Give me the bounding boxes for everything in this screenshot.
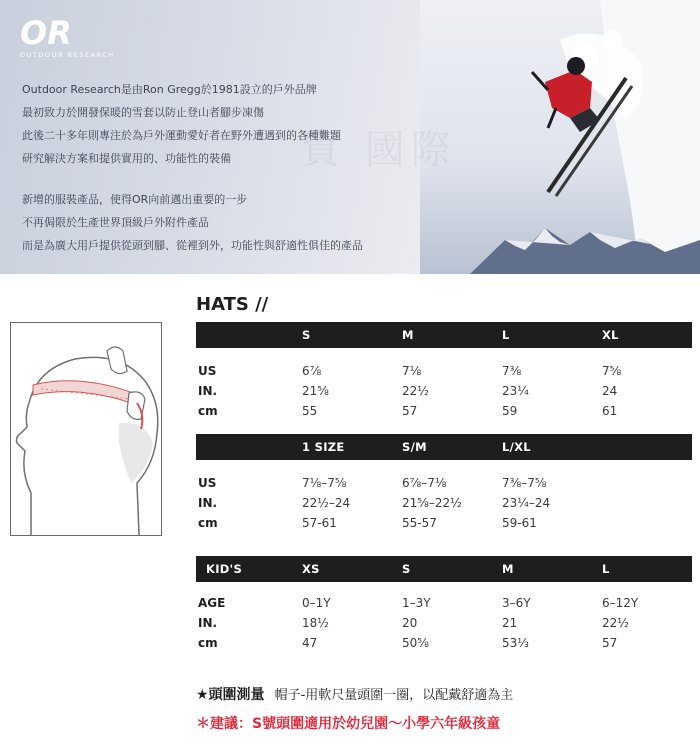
table-header — [196, 434, 692, 460]
or-logo-icon — [20, 18, 92, 48]
table-cell: 21⅝–22½ — [402, 496, 462, 510]
table-cell: 50⅝ — [402, 636, 429, 650]
adult-size-table — [196, 322, 692, 422]
table-row — [196, 382, 692, 402]
intro-line: 此後二十多年則專注於為戶外運動愛好者在野外遭遇到的各種難題 — [22, 129, 341, 142]
table-cell: 21⅝ — [302, 384, 329, 398]
table-cell: 6–12Y — [602, 596, 639, 610]
intro-line: 而是為廣大用戶提供從頭到腳、從裡到外，功能性與舒適性俱佳的產品 — [22, 239, 363, 252]
table-row — [196, 402, 692, 422]
table-cell: 22½ — [602, 616, 629, 630]
header-cell: S — [402, 562, 411, 576]
table-cell: 7⅝ — [602, 364, 622, 378]
table-cell: 0–1Y — [302, 596, 331, 610]
table-cell: 7⅜–7⅝ — [502, 476, 547, 490]
header-cell: L — [502, 328, 510, 342]
table-cell: 55 — [302, 404, 318, 418]
header-cell: M — [402, 328, 414, 342]
svg-text:OR: OR — [20, 18, 72, 48]
table-cell: 20 — [402, 616, 418, 630]
table-cell: 23¼–24 — [502, 496, 551, 510]
section-title: HATS // — [196, 294, 269, 315]
table-cell: 7⅛ — [402, 364, 422, 378]
table-cell: 55-57 — [402, 516, 437, 530]
size-suggestion: ＊建議：S號頭圍適用於幼兒園～小學六年級孩童 — [196, 716, 501, 732]
table-cell: 18½ — [302, 616, 329, 630]
table-cell: 23¼ — [502, 384, 529, 398]
intro-line: Outdoor Research是由Ron Gregg於1981設立的戶外品牌 — [22, 83, 317, 96]
header-cell: XS — [302, 562, 320, 576]
table-cell: 57 — [602, 636, 618, 650]
header-cell: S — [302, 328, 311, 342]
row-label: AGE — [198, 596, 226, 610]
table-cell: 3–6Y — [502, 596, 531, 610]
table-row — [196, 634, 692, 654]
header-cell: L — [602, 562, 610, 576]
table-cell: 1–3Y — [402, 596, 431, 610]
measurement-note — [196, 684, 513, 704]
intro-line: 研究解決方案和提供實用的、功能性的裝備 — [22, 152, 231, 165]
kids-size-table — [196, 556, 692, 654]
table-cell: 6⅞–7⅛ — [402, 476, 447, 490]
table-cell: 24 — [602, 384, 618, 398]
table-cell: 7⅛–7⅝ — [302, 476, 347, 490]
row-label: cm — [198, 404, 218, 418]
table-cell: 22½ — [402, 384, 429, 398]
table-row — [196, 594, 692, 614]
header-cell: L/XL — [502, 440, 531, 454]
banner — [0, 0, 700, 274]
table-cell: 59-61 — [502, 516, 537, 530]
header-cell: M — [502, 562, 514, 576]
table-row — [196, 362, 692, 382]
brand-introduction — [22, 78, 452, 257]
table-row — [196, 474, 692, 494]
one-size-table — [196, 434, 692, 534]
table-cell: 59 — [502, 404, 518, 418]
brand-logo — [20, 18, 150, 59]
table-row — [196, 614, 692, 634]
table-cell: 21 — [502, 616, 518, 630]
row-label: IN. — [198, 616, 218, 630]
table-header — [196, 556, 692, 582]
measurement-title: 頭圍測量 — [208, 687, 265, 703]
logo-subtitle: OUTDOOR RESEARCH — [20, 51, 115, 59]
table-header — [196, 322, 692, 348]
head-measurement-illustration — [10, 322, 162, 536]
row-label: US — [198, 476, 217, 490]
table-row — [196, 514, 692, 534]
table-row — [196, 494, 692, 514]
watermark: 貿 國際 — [300, 127, 457, 173]
table-cell: 53⅓ — [502, 636, 529, 650]
row-label: cm — [198, 516, 218, 530]
row-label: US — [198, 364, 217, 378]
table-cell: 61 — [602, 404, 618, 418]
head-profile-icon — [11, 323, 161, 535]
intro-line: 不再侷限於生產世界頂級戶外附件產品 — [22, 216, 209, 229]
table-cell: 57-61 — [302, 516, 337, 530]
table-cell: 22½–24 — [302, 496, 351, 510]
star-icon: ★ — [196, 687, 209, 703]
intro-line: 最初致力於開發保暖的雪套以防止登山者腳步凍傷 — [22, 106, 264, 119]
table-cell: 6⅞ — [302, 364, 322, 378]
header-cell: 1 SIZE — [302, 440, 345, 454]
header-cell: S/M — [402, 440, 427, 454]
row-label: cm — [198, 636, 218, 650]
intro-line: 新增的服裝產品，使得OR向前邁出重要的一步 — [22, 193, 248, 206]
table-cell: 7⅜ — [502, 364, 522, 378]
table-cell: 47 — [302, 636, 318, 650]
measurement-text: 帽子-用軟尺量頭圍一圈，以配戴舒適為主 — [274, 688, 514, 703]
row-label: IN. — [198, 496, 218, 510]
header-cell: XL — [602, 328, 619, 342]
row-label: IN. — [198, 384, 218, 398]
table-cell: 57 — [402, 404, 418, 418]
header-cell: KID'S — [206, 562, 243, 576]
